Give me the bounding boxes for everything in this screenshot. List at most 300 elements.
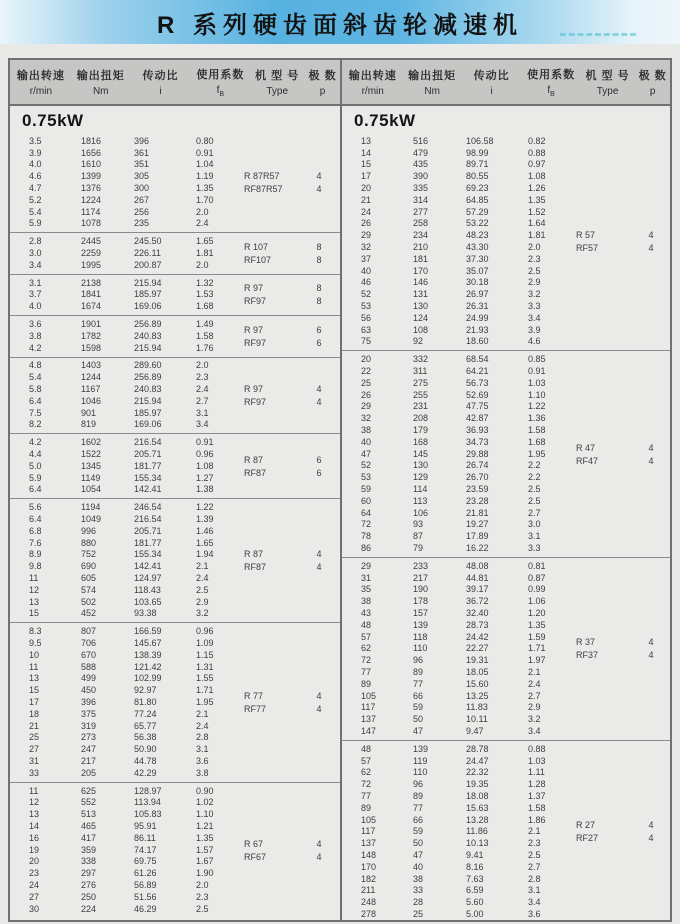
ratio-cell: 169.06 [134, 419, 162, 430]
model-type: R 87 [244, 549, 264, 560]
torque-cell: 108 [413, 324, 429, 335]
ratio-cell: 46.29 [134, 903, 157, 914]
speed-cell: 105 [361, 690, 377, 701]
ratio-cell: 185.97 [134, 289, 162, 300]
header-torque-unit: Nm [92, 86, 109, 97]
torque-cell: 552 [81, 797, 97, 808]
torque-cell: 250 [81, 891, 97, 902]
ratio-cell: 267 [134, 194, 150, 205]
table-row [342, 135, 670, 147]
table-row [10, 135, 340, 147]
ratio-cell: 215.94 [134, 395, 162, 406]
poles-value: 4 [316, 171, 322, 182]
factor-cell: 2.9 [528, 702, 541, 713]
speed-cell: 11 [29, 785, 39, 796]
factor-cell: 1.22 [528, 401, 546, 412]
factor-cell: 1.32 [196, 277, 214, 288]
model-type: R 27 [576, 820, 596, 831]
table-row [342, 147, 670, 159]
table-row [10, 867, 340, 879]
speed-cell: 21 [361, 194, 372, 205]
factor-cell: 1.15 [196, 649, 214, 660]
factor-cell: 3.6 [528, 908, 541, 919]
poles-value: 4 [316, 562, 322, 573]
speed-cell: 20 [361, 354, 372, 365]
torque-cell: 1403 [81, 360, 102, 371]
ratio-cell: 256.89 [134, 319, 162, 330]
ratio-cell: 305 [134, 171, 150, 182]
poles-value: 8 [316, 255, 322, 266]
speed-cell: 89 [361, 802, 372, 813]
ratio-cell: 396 [134, 135, 150, 146]
ratio-cell: 29.88 [466, 448, 489, 459]
table-row [10, 513, 340, 525]
table-row [342, 253, 670, 265]
speed-cell: 105 [361, 814, 377, 825]
ratio-cell: 19.27 [466, 519, 489, 530]
table-row [342, 583, 670, 595]
factor-cell: 1.81 [528, 230, 546, 241]
table-row [342, 170, 670, 182]
speed-cell: 26 [361, 389, 372, 400]
ratio-cell: 39.17 [466, 584, 489, 595]
torque-cell: 1610 [81, 159, 102, 170]
factor-cell: 0.82 [528, 135, 546, 146]
torque-cell: 38 [413, 873, 424, 884]
speed-cell: 117 [361, 702, 376, 713]
table-row [342, 265, 670, 277]
ratio-cell: 185.97 [134, 407, 162, 418]
factor-cell: 2.0 [196, 879, 209, 890]
header-type-zh: 机 型 号 [255, 70, 300, 82]
header-speed-unit: r/min [361, 86, 384, 97]
factor-cell: 1.52 [528, 206, 546, 217]
speed-cell: 52 [361, 289, 372, 300]
type-line [242, 561, 336, 574]
ratio-cell: 92.97 [134, 685, 157, 696]
speed-cell: 5.8 [29, 384, 42, 395]
factor-cell: 2.7 [196, 395, 209, 406]
header-type-unit: Type [266, 86, 289, 97]
table-row [10, 484, 340, 496]
factor-cell: 2.1 [528, 826, 541, 837]
torque-cell: 807 [81, 626, 97, 637]
ratio-cell: 22.27 [466, 643, 489, 654]
type-line [242, 170, 336, 183]
ratio-cell: 128.97 [134, 785, 162, 796]
speed-cell: 117 [361, 826, 376, 837]
speed-cell: 57 [361, 631, 372, 642]
factor-cell: 1.71 [196, 685, 214, 696]
table-row [342, 401, 670, 413]
model-type: R 77 [244, 690, 264, 701]
ratio-cell: 22.32 [466, 767, 489, 778]
torque-cell: 1816 [81, 135, 102, 146]
speed-cell: 13 [29, 596, 40, 607]
speed-cell: 278 [361, 908, 377, 919]
ratio-cell: 44.78 [134, 755, 157, 766]
model-type: R 87R57 [244, 171, 280, 182]
ratio-cell: 57.29 [466, 206, 489, 217]
torque-cell: 170 [413, 265, 429, 276]
model-type: R 97 [244, 283, 264, 294]
torque-cell: 277 [413, 206, 429, 217]
type-block [242, 170, 336, 196]
ratio-cell: 289.60 [134, 360, 162, 371]
type-line [242, 382, 336, 395]
factor-cell: 3.2 [528, 289, 541, 300]
poles-value: 4 [316, 703, 322, 714]
table-row [342, 277, 670, 289]
speed-cell: 5.9 [29, 472, 42, 483]
ratio-cell: 216.54 [134, 437, 162, 448]
speed-cell: 72 [361, 779, 372, 790]
ratio-cell: 30.18 [466, 277, 489, 288]
factor-cell: 1.35 [196, 183, 214, 194]
speed-cell: 40 [361, 436, 372, 447]
table-row [10, 903, 340, 915]
speed-cell: 31 [29, 755, 40, 766]
ratio-cell: 15.60 [466, 678, 489, 689]
row-group [10, 232, 340, 273]
ratio-cell: 26.97 [466, 289, 489, 300]
speed-cell: 5.6 [29, 502, 42, 513]
torque-cell: 359 [81, 844, 97, 855]
ratio-cell: 24.47 [466, 755, 489, 766]
torque-cell: 96 [413, 779, 424, 790]
torque-cell: 145 [413, 448, 429, 459]
factor-cell: 2.3 [528, 253, 541, 264]
factor-cell: 1.10 [196, 809, 214, 820]
torque-cell: 479 [413, 147, 429, 158]
table-row [10, 537, 340, 549]
ratio-cell: 8.16 [466, 861, 484, 872]
factor-cell: 3.9 [528, 324, 541, 335]
speed-cell: 48 [361, 619, 372, 630]
ratio-cell: 50.90 [134, 744, 157, 755]
table-row [342, 849, 670, 861]
factor-cell: 1.71 [528, 643, 546, 654]
factor-cell: 2.5 [528, 484, 541, 494]
factor-cell: 1.81 [196, 248, 214, 259]
table-row [10, 767, 340, 779]
ratio-cell: 81.80 [134, 696, 157, 707]
type-line [242, 395, 336, 408]
speed-cell: 47 [361, 448, 372, 459]
ratio-cell: 19.31 [466, 655, 489, 666]
speed-cell: 11 [29, 572, 39, 583]
speed-cell: 53 [361, 301, 372, 312]
ratio-cell: 32.40 [466, 607, 489, 618]
left-table-header [10, 60, 340, 106]
speed-cell: 6.4 [29, 484, 42, 495]
torque-cell: 465 [81, 820, 97, 831]
factor-cell: 1.08 [196, 460, 214, 471]
table-row [10, 808, 340, 820]
speed-cell: 8.3 [29, 626, 42, 637]
speed-cell: 62 [361, 767, 372, 778]
ratio-cell: 105.83 [134, 809, 162, 820]
speed-cell: 7.6 [29, 537, 42, 548]
factor-cell: 0.91 [528, 366, 546, 377]
ratio-cell: 10.13 [466, 838, 489, 849]
ratio-cell: 245.50 [134, 236, 162, 247]
torque-cell: 396 [81, 696, 97, 707]
ratio-cell: 44.81 [466, 572, 489, 583]
torque-cell: 96 [413, 655, 424, 666]
table-row [342, 790, 670, 802]
table-row [342, 424, 670, 436]
type-line [242, 336, 336, 349]
ratio-cell: 26.74 [466, 460, 489, 471]
torque-cell: 275 [413, 377, 429, 388]
table-row [10, 360, 340, 372]
torque-cell: 2138 [81, 277, 102, 288]
factor-cell: 1.09 [196, 637, 214, 648]
ratio-cell: 42.87 [466, 413, 489, 424]
model-type: RF47 [576, 455, 599, 466]
ratio-cell: 37.30 [466, 253, 489, 264]
torque-cell: 1049 [81, 514, 102, 524]
torque-cell: 901 [81, 407, 97, 418]
torque-cell: 106 [413, 507, 429, 518]
table-row [10, 147, 340, 159]
ratio-cell: 106.58 [466, 135, 494, 146]
factor-cell: 3.1 [528, 885, 541, 896]
ratio-cell: 77.24 [134, 708, 157, 719]
ratio-cell: 121.42 [134, 661, 162, 672]
factor-cell: 0.96 [196, 449, 214, 460]
poles-value: 4 [648, 442, 654, 453]
factor-cell: 2.4 [528, 678, 541, 689]
factor-cell: 1.20 [528, 607, 546, 618]
header-ratio-unit: i [159, 86, 162, 97]
factor-cell: 2.4 [196, 572, 209, 583]
row-group [10, 498, 340, 622]
type-block [574, 819, 666, 845]
table-row [342, 666, 670, 678]
factor-cell: 1.46 [196, 525, 214, 536]
right-groups [342, 133, 670, 920]
type-block [574, 441, 666, 467]
ratio-cell: 95.91 [134, 820, 157, 831]
ratio-cell: 240.83 [134, 384, 162, 395]
model-type: R 97 [244, 383, 264, 394]
row-group [10, 622, 340, 781]
torque-cell: 1376 [81, 183, 102, 194]
torque-cell: 258 [413, 218, 429, 229]
table-row [342, 353, 670, 365]
speed-cell: 4.2 [29, 342, 42, 353]
torque-cell: 119 [413, 755, 428, 766]
table-row [342, 725, 670, 737]
model-type: R 47 [576, 442, 596, 453]
factor-cell: 1.55 [196, 673, 214, 684]
type-line [574, 832, 666, 845]
speed-cell: 48 [361, 743, 372, 754]
table-row [342, 377, 670, 389]
torque-cell: 40 [413, 861, 424, 872]
table-row [342, 288, 670, 300]
table-row [10, 879, 340, 891]
torque-cell: 1901 [81, 319, 102, 330]
speed-cell: 13 [361, 135, 372, 146]
table-row [342, 619, 670, 631]
torque-cell: 1167 [81, 384, 101, 395]
table-row [342, 530, 670, 542]
factor-cell: 2.2 [528, 460, 541, 471]
ratio-cell: 7.63 [466, 873, 484, 884]
speed-cell: 4.0 [29, 301, 42, 312]
torque-cell: 417 [81, 832, 97, 843]
torque-cell: 1046 [81, 395, 102, 406]
ratio-cell: 24.99 [466, 312, 489, 323]
header-factor-unit: $f_B$ [547, 85, 555, 98]
header-ratio [461, 60, 522, 104]
factor-cell: 1.37 [528, 790, 546, 801]
header-poles-zh: 极 数 [308, 70, 337, 82]
factor-cell: 1.08 [528, 171, 546, 182]
factor-cell: 0.97 [528, 159, 546, 170]
torque-cell: 139 [413, 619, 429, 630]
table-row [10, 720, 340, 732]
header-torque-zh: 输出扭矩 [408, 70, 457, 82]
torque-cell: 1194 [81, 502, 101, 513]
ratio-cell: 47.75 [466, 401, 489, 412]
table-row [342, 560, 670, 572]
table-row [342, 159, 670, 171]
ratio-cell: 205.71 [134, 449, 162, 460]
torque-cell: 605 [81, 572, 97, 583]
header-factor [522, 60, 579, 104]
speed-cell: 25 [29, 732, 40, 743]
table-row [10, 891, 340, 903]
table-row [342, 389, 670, 401]
factor-cell: 2.5 [196, 903, 209, 914]
torque-cell: 217 [81, 755, 97, 766]
header-speed [342, 60, 403, 104]
speed-cell: 21 [29, 720, 40, 731]
speed-cell: 3.7 [29, 289, 42, 300]
ratio-cell: 351 [134, 159, 150, 170]
table-row [342, 300, 670, 312]
speed-cell: 12 [29, 584, 40, 595]
spec-table [8, 58, 672, 922]
speed-cell: 57 [361, 755, 372, 766]
poles-value: 4 [648, 455, 654, 466]
header-poles [305, 60, 340, 104]
table-row [342, 312, 670, 324]
ratio-cell: 26.70 [466, 472, 489, 483]
torque-cell: 574 [81, 584, 97, 595]
type-line [574, 636, 666, 649]
factor-cell: 3.6 [196, 755, 209, 766]
factor-cell: 3.2 [528, 714, 541, 725]
factor-cell: 2.1 [528, 666, 541, 677]
model-type: RF77 [244, 703, 267, 714]
torque-cell: 311 [413, 366, 428, 377]
table-row [342, 542, 670, 554]
torque-cell: 129 [413, 472, 429, 483]
model-type: RF97 [244, 337, 267, 348]
speed-cell: 63 [361, 324, 372, 335]
torque-cell: 690 [81, 561, 97, 572]
torque-cell: 452 [81, 608, 97, 619]
factor-cell: 1.68 [196, 301, 214, 312]
ratio-cell: 16.22 [466, 542, 489, 553]
factor-cell: 0.80 [196, 135, 214, 146]
speed-cell: 4.0 [29, 159, 42, 170]
speed-cell: 8.9 [29, 549, 42, 560]
factor-cell: 3.1 [196, 744, 209, 755]
factor-cell: 2.2 [528, 472, 541, 483]
torque-cell: 50 [413, 714, 424, 725]
factor-cell: 1.49 [196, 319, 214, 330]
table-row [10, 820, 340, 832]
factor-cell: 1.06 [528, 596, 546, 607]
torque-cell: 1149 [81, 472, 101, 483]
speed-cell: 6.4 [29, 514, 42, 524]
factor-cell: 2.1 [196, 561, 209, 572]
poles-value: 4 [316, 851, 322, 862]
type-block [574, 636, 666, 662]
table-row [10, 194, 340, 206]
poles-value: 4 [316, 184, 322, 195]
table-row [10, 436, 340, 448]
speed-cell: 40 [361, 265, 372, 276]
table-row [10, 637, 340, 649]
speed-cell: 27 [29, 744, 40, 755]
torque-cell: 297 [81, 868, 97, 879]
power-heading-right: 0.75kW [354, 111, 416, 130]
speed-cell: 182 [361, 873, 377, 884]
poles-value: 8 [316, 283, 322, 294]
type-line [574, 819, 666, 832]
factor-cell: 3.3 [528, 301, 541, 312]
table-row [10, 525, 340, 537]
torque-cell: 168 [413, 436, 429, 447]
factor-cell: 2.9 [196, 596, 209, 607]
model-type: R 107 [244, 242, 269, 253]
table-row [10, 159, 340, 171]
speed-cell: 60 [361, 495, 372, 506]
ratio-cell: 56.38 [134, 732, 157, 743]
ratio-cell: 17.89 [466, 531, 489, 542]
header-poles-zh: 极 数 [638, 70, 667, 82]
speed-cell: 26 [361, 218, 372, 229]
ratio-cell: 361 [134, 147, 150, 158]
table-row [342, 884, 670, 896]
model-type: RF97 [244, 296, 267, 307]
ratio-cell: 89.71 [466, 159, 489, 170]
speed-cell: 3.0 [29, 248, 42, 259]
speed-cell: 3.5 [29, 135, 42, 146]
table-row [342, 743, 670, 755]
table-row [342, 206, 670, 218]
ratio-cell: 68.54 [466, 354, 489, 365]
torque-cell: 996 [81, 525, 97, 536]
ratio-cell: 205.71 [134, 525, 162, 536]
ratio-cell: 80.55 [466, 171, 489, 182]
factor-cell: 2.0 [528, 242, 541, 253]
type-block [242, 382, 336, 408]
factor-cell: 3.2 [196, 608, 209, 619]
speed-cell: 10 [29, 649, 40, 660]
torque-cell: 1224 [81, 194, 102, 205]
torque-cell: 1244 [81, 372, 102, 383]
model-type: R 87 [244, 454, 264, 465]
table-row [342, 778, 670, 790]
